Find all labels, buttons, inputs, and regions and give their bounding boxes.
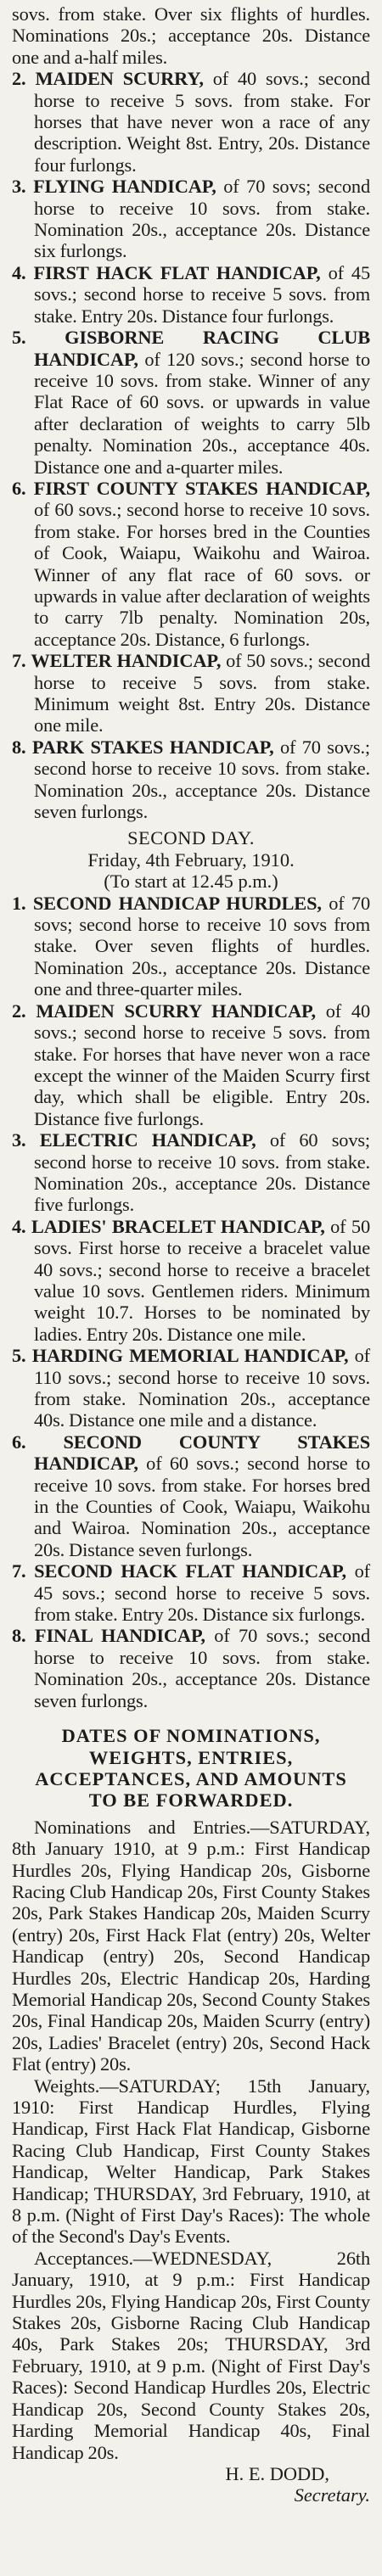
race-number: 6. [12,477,26,499]
race-title: WELTER HANDICAP, [31,650,222,672]
secretary-title: Secretary. [294,2484,370,2506]
race-title: FIRST COUNTY STAKES HANDICAP, [33,477,370,499]
race-conditions: of 45 sovs.; second horse to receive 5 sovs. from stake. Entry 20s. Distance four furlongs. [34,261,370,327]
race-conditions: of 45 sovs.; second horse to receive 5 sovs. from stake. Entry 20s. Distance six furlongs. [34,1560,370,1626]
race-number: 5. [12,1345,26,1367]
race-item-6 [12,1431,370,1560]
race-title: FLYING HANDICAP, [33,176,216,198]
race-item-7 [12,736,370,823]
dates-paragraph-1: Nominations and Entries.—SATURDAY, 8th January 1910, at 9 p.m.: First Handicap Hurdles 20s, Flying Handicap 20s, Gisborne Racing Club Handicap 20s, First County Stakes 20s, Park Stakes Handicap 20s, Maiden Scurry (entry) 20s, First Hack Flat (entry) 20s, Welter Handicap (entry) 20s, Second Handicap Hurdles 20s, Electric Handicap 20s, Harding Memorial Handicap 20s, Second County Stakes 20s, Final Handicap 20s, Maiden Scurry (entry) 20s, Ladies' Bracelet (entry) 20s, Second Hack Flat (entry) 20s. [12,1816,370,2075]
dates-section [12,1817,370,2463]
race-conditions: of 40 sovs.; second horse to receive 5 sovs. from stake. For horses that have never won a race of any description. Weight 8st. Entry, 20s. Distance four furlongs. [34,68,370,176]
race-conditions: of 70 sovs; second horse to receive 10 sovs. from stake. Nomination 20s., acceptance 20s. Distance six furlongs. [34,176,371,262]
dates-heading: DATES OF NOMINATIONS, WEIGHTS, ENTRIES, ACCEPTANCES, AND AMOUNTS TO BE FORWARDED. [35,1725,347,1812]
race-conditions: of 70 sovs; second horse to receive 10 sovs from stake. Over seven flights of hurdles. Nomination 20s., acceptance 20s. Distance one and three-quarter miles. [34,892,370,1000]
race-number: 4. [12,261,26,283]
race-conditions: of 50 sovs. First horse to receive a bracelet value 40 sovs.; second horse to receive a bracelet value 10 sovs. Gentlemen riders. Minimum weight 10.7. Horses to be nominated by ladies. Entry 20s. Distance one mile. [34,1215,370,1345]
race-number: 8. [12,736,26,758]
second-day-start-time: (To start at 12.45 p.m.) [104,871,278,893]
second-day-heading: SECOND DAY. [127,827,255,849]
race-number: 3. [12,1129,26,1151]
race-conditions: of 60 sovs; second horse to receive 10 sovs. from stake. Nomination 20s., acceptance 20s. Distance five furlongs. [34,1129,370,1216]
race-item-3 [12,1129,370,1216]
race-title: SECOND HANDICAP HURDLES, [32,892,322,914]
race-conditions: of 70 sovs.; second horse to receive 10 sovs. from stake. Nomination 20s., acceptance 20s. Distance seven furlongs. [34,736,371,823]
race-title: SECOND COUNTY STAKES HANDICAP, [34,1431,370,1475]
race-title: FINAL HANDICAP, [34,1625,205,1647]
dates-paragraph-2: Weights.—SATURDAY; 15th January, 1910: First Handicap Hurdles, Flying Handicap, First Hack Flat Handicap, Gisborne Racing Club Handicap, First County Stakes Handicap, Welter Handicap, Park Stakes Handicap; THURSDAY, 3rd February, 1910, at 8 p.m. (Night of First Day's Races): The whole of the Second's Day's Events. [12,2075,370,2248]
race-number: 8. [12,1625,26,1647]
race-conditions: of 110 sovs.; second horse to receive 10 sovs. from stake. Nomination 20s., acceptance 40s. Distance one mile and a distance. [34,1345,370,1431]
race-item-8 [12,1625,370,1711]
second-day-race-list [12,893,370,1711]
race-item-6 [12,650,370,736]
race-item-3 [12,262,370,327]
race-conditions: of 120 sovs.; second horse to receive 10 sovs. from stake. Winner of any Flat Race of 60 sovs. or upwards in value after declaration of weights to carry 5lb penalty. Nomination 20s., acceptance 40s. Distance one and a-quarter miles. [34,348,370,478]
race-item-4 [12,1216,370,1345]
race-title: ELECTRIC HANDICAP, [39,1129,256,1151]
first-day-race-list [12,68,370,822]
race-number: 7. [12,650,26,672]
race-conditions: of 50 sovs.; second horse to receive 5 sovs. from stake. Minimum weight 8st. Entry 20s. Distance one mile. [34,650,370,736]
race-title: FIRST HACK FLAT HANDICAP, [33,261,321,283]
race-number: 3. [12,176,26,198]
race-conditions: of 40 sovs.; second horse to receive 5 sovs. from stake. For horses that have never won a race except the winner of the Maiden Scurry first day, which shall be eligible. Entry 20s. Distance five furlongs. [34,1000,371,1129]
race-item-2 [12,1000,370,1129]
first-day-fragment: sovs. from stake. Over six flights of hurdles. Nominations 20s.; acceptance 20s. Distance one and a-half miles. [12,3,370,68]
secretary-name: H. E. DODD, [225,2462,329,2484]
race-number: 1. [12,892,26,914]
race-item-2 [12,176,370,262]
race-number: 7. [12,1560,26,1582]
race-title: MAIDEN SCURRY, [35,68,204,90]
race-item-5 [12,478,370,650]
race-conditions: of 60 sovs.; second horse to receive 10 sovs. from stake. For horses bred in the Counties of Cook, Waiapu, Waikohu and Wairoa. Nomination 20s., acceptance 20s. Distance seven furlongs. [34,1453,370,1560]
race-item-7 [12,1560,370,1625]
race-number: 2. [12,68,26,90]
race-number: 6. [12,1431,26,1453]
race-number: 2. [12,1000,26,1022]
race-item-4 [12,327,370,478]
race-title: GISBORNE RACING CLUB HANDICAP, [34,327,370,370]
race-number: 4. [12,1215,26,1237]
race-title: MAIDEN SCURRY HANDICAP, [36,1000,316,1022]
second-day-date: Friday, 4th February, 1910. [87,848,295,871]
dates-paragraph-3: Acceptances.—WEDNESDAY, 26th January, 1910, at 9 p.m.: First Handicap Hurdles 20s, Flying Handicap 20s, First County Stakes 20s, Gisborne Racing Club Handicap 40s, Park Stakes 20s; THURSDAY, 3rd February, 1910, at 9 p.m. (Night of First Day's Races): Second Handicap Hurdles 20s, Electric Handicap 20s, Second County Stakes 20s, Harding Memorial Handicap 40s, Final Handicap 20s. [12,2247,370,2463]
race-conditions: of 60 sovs.; second horse to receive 10 sovs. from stake. For horses bred in the Counties of Cook, Waiapu, Waikohu and Wairoa. Winner of any flat race of 60 sovs. or upwards in value after declaration of weights to carry 7lb penalty. Nomination 20s, acceptance 20s. Distance, 6 furlongs. [34,499,370,650]
race-title: PARK STAKES HANDICAP, [31,736,274,758]
race-item-1 [12,68,370,176]
race-title: HARDING MEMORIAL HANDICAP, [31,1345,349,1367]
race-item-1 [12,893,370,1000]
race-item-5 [12,1345,370,1431]
race-title: LADIES' BRACELET HANDICAP, [31,1215,325,1237]
race-title: SECOND HACK FLAT HANDICAP, [34,1560,346,1582]
race-number: 5. [12,327,26,349]
race-conditions: of 70 sovs.; second horse to receive 10 sovs. from stake. Nomination 20s., acceptance 20s. Distance seven furlongs. [34,1625,370,1711]
